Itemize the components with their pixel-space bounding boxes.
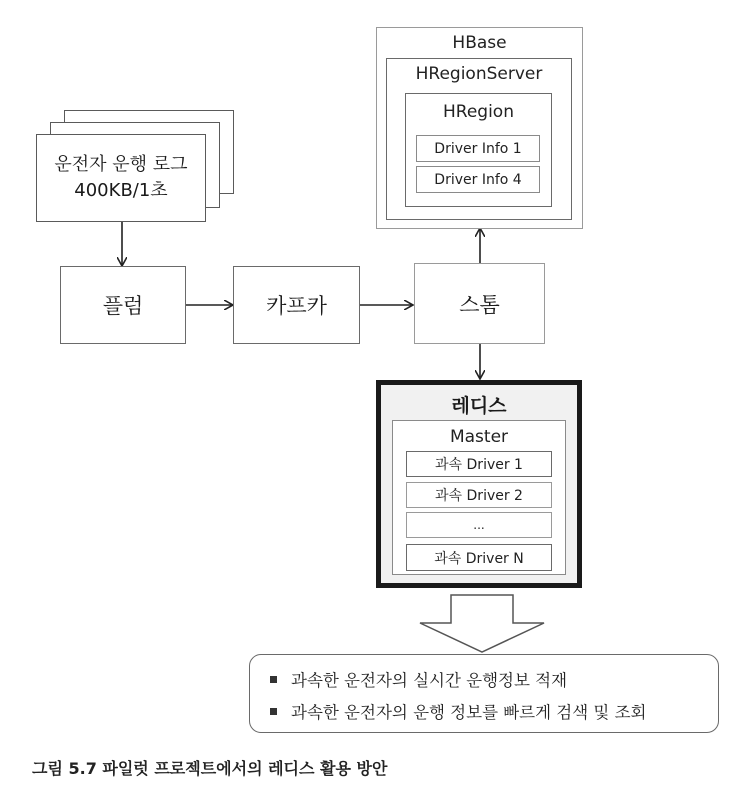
storm-box bbox=[414, 263, 545, 344]
hregionserver-title: HRegionServer bbox=[415, 64, 543, 84]
hbase-driver-info-text: Driver Info 1 bbox=[434, 140, 522, 157]
redis-driver-text: 과속 Driver 2 bbox=[435, 488, 523, 504]
log-document-title: 운전자 운행 로그 bbox=[54, 154, 188, 175]
hbase-driver-info-cell bbox=[416, 135, 540, 162]
redis-master-title: Master bbox=[449, 427, 509, 447]
redis-ellipsis-text: ... bbox=[473, 518, 485, 532]
hbase-driver-info-text: Driver Info 4 bbox=[434, 171, 522, 188]
storm-label: 스톰 bbox=[459, 292, 500, 317]
redis-driver-text: 과속 Driver 1 bbox=[435, 457, 523, 473]
flume-label: 플럼 bbox=[102, 294, 144, 318]
redis-title: 레디스 bbox=[451, 394, 507, 417]
bullet-square-icon bbox=[270, 676, 277, 683]
result-bullet-text: 과속한 운전자의 운행 정보를 빠르게 검색 및 조회 bbox=[291, 703, 647, 722]
hregion-title: HRegion bbox=[443, 102, 514, 122]
redis-driver-cell bbox=[406, 544, 552, 571]
redis-driver-cell bbox=[406, 451, 552, 477]
hbase-driver-info-cell bbox=[416, 166, 540, 193]
flume-box bbox=[60, 266, 186, 344]
figure-caption: 그림 5.7 파일럿 프로젝트에서의 레디스 활용 방안 bbox=[32, 759, 388, 778]
bullet-square-icon bbox=[270, 708, 277, 715]
redis-ellipsis-cell bbox=[406, 512, 552, 538]
big-down-arrow bbox=[420, 595, 544, 652]
result-box bbox=[249, 654, 719, 733]
redis-driver-text: 과속 Driver N bbox=[434, 550, 524, 567]
log-document-rate: 400KB/1초 bbox=[74, 180, 168, 201]
hbase-title: HBase bbox=[452, 33, 507, 53]
result-bullet-item bbox=[270, 698, 718, 724]
kafka-label: 카프카 bbox=[266, 294, 327, 318]
result-bullet-item bbox=[270, 666, 718, 692]
result-bullet-text: 과속한 운전자의 실시간 운행정보 적재 bbox=[291, 671, 568, 690]
redis-driver-cell bbox=[406, 482, 552, 508]
kafka-box bbox=[233, 266, 360, 344]
log-document bbox=[36, 134, 206, 222]
